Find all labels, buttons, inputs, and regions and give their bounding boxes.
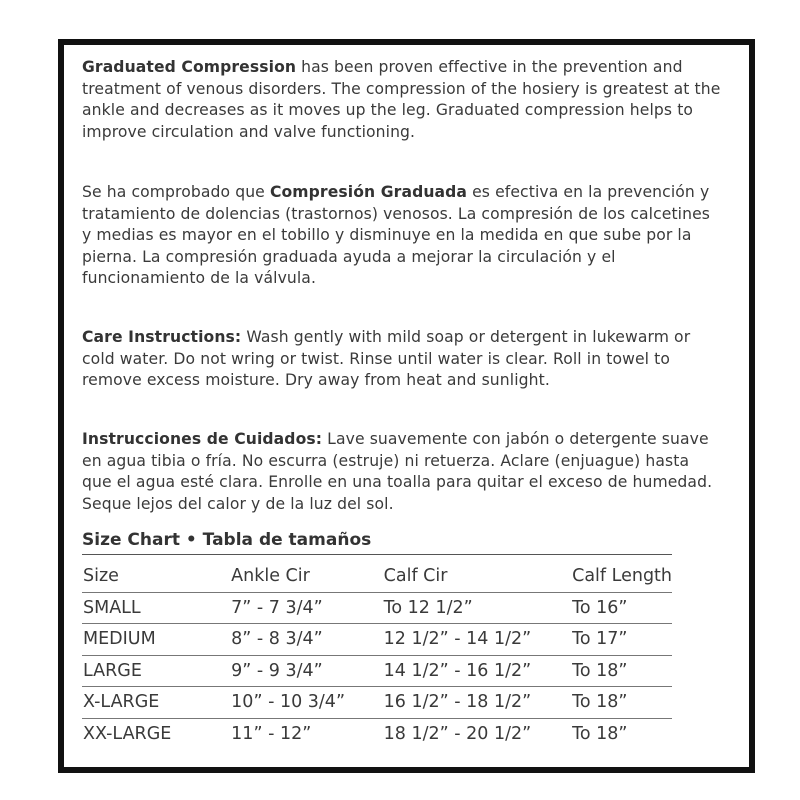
header-ankle-cir: Ankle Cir [230,561,382,592]
size-chart-table [82,561,672,749]
header-calf-cir: Calf Cir [383,561,571,592]
graduated-compression-en-text: has been proven effective in the prevention and treatment of venous disorders. The compression of the hosiery is greatest at the ankle and decreases as it moves up the leg. Graduated compression helps to improve circulation and valve functioning. [82,58,721,141]
size-cell: LARGE [82,655,230,687]
calf-length-cell: To 18” [572,723,628,744]
ankle-cir-cell: 7” - 7 3/4” [230,592,382,624]
header-calf-length: Calf Length [571,561,672,592]
calf-length-cell: To 17” [571,624,672,656]
header-size: Size [82,561,230,592]
ankle-cir-cell: 8” - 8 3/4” [230,624,382,656]
table-row [82,624,672,656]
calf-length-cell: To 16” [571,592,672,624]
size-cell: MEDIUM [82,624,230,656]
care-instructions-es-text: Lave suavemente con jabón o detergente suave en agua tibia o fría. No escurra (estruje) ni retuerza. Aclare (enjuague) hasta que el agua esté clara. Enrolle en una toalla para quitar el exceso de humedad. Seque lejos del calor y de la luz del sol. [82,430,713,513]
graduated-compression-es-pre: Se ha comprobado que [82,183,270,201]
calf-cir-cell: 18 1/2” - 20 1/2” [383,723,532,744]
graduated-compression-en [82,57,722,143]
ankle-cir-cell: 11” - 12” [231,723,312,744]
calf-cir-cell: 14 1/2” - 16 1/2” [383,655,571,687]
table-row [82,655,672,687]
instrucciones-heading: Instrucciones de Cuidados: [82,430,323,448]
compresion-graduada-heading: Compresión Graduada [269,183,468,201]
size-cell: SMALL [82,592,230,624]
care-instructions-heading: Care Instructions: [82,328,242,346]
graduated-compression-heading: Graduated Compression [82,58,297,76]
ankle-cir-cell: 10” - 10 3/4” [230,687,382,719]
size-chart-header-row [82,561,672,592]
care-instructions-en-text: Wash gently with mild soap or detergent in lukewarm or cold water. Do not wring or twist. Rinse until water is clear. Roll in towel to remove excess moisture. Dry away from heat and sunlight. [82,328,691,389]
size-chart-title: Size Chart • Tabla de tamaños [82,530,672,555]
calf-cir-cell: To 12 1/2” [383,592,571,624]
size-cell: XX-LARGE [83,723,172,744]
ankle-cir-cell: 9” - 9 3/4” [230,655,382,687]
table-row [82,687,672,719]
table-row [82,718,672,749]
care-instructions-en [82,327,722,392]
care-instructions-es [82,429,722,515]
size-cell: X-LARGE [82,687,230,719]
calf-cir-cell: 16 1/2” - 18 1/2” [383,687,571,719]
label-frame [58,39,755,773]
table-row [82,592,672,624]
calf-length-cell: To 18” [571,687,672,719]
calf-cir-cell: 12 1/2” - 14 1/2” [383,624,571,656]
calf-length-cell: To 18” [571,655,672,687]
graduated-compression-es [82,182,722,290]
graduated-compression-es-text: es efectiva en la prevención y tratamiento de dolencias (trastornos) venosos. La compresión de los calcetines y medias es mayor en el tobillo y disminuye en la medida en que sube por la pierna. La compresión graduada ayuda a mejorar la circulación y el funcionamiento de la válvula. [82,183,711,287]
